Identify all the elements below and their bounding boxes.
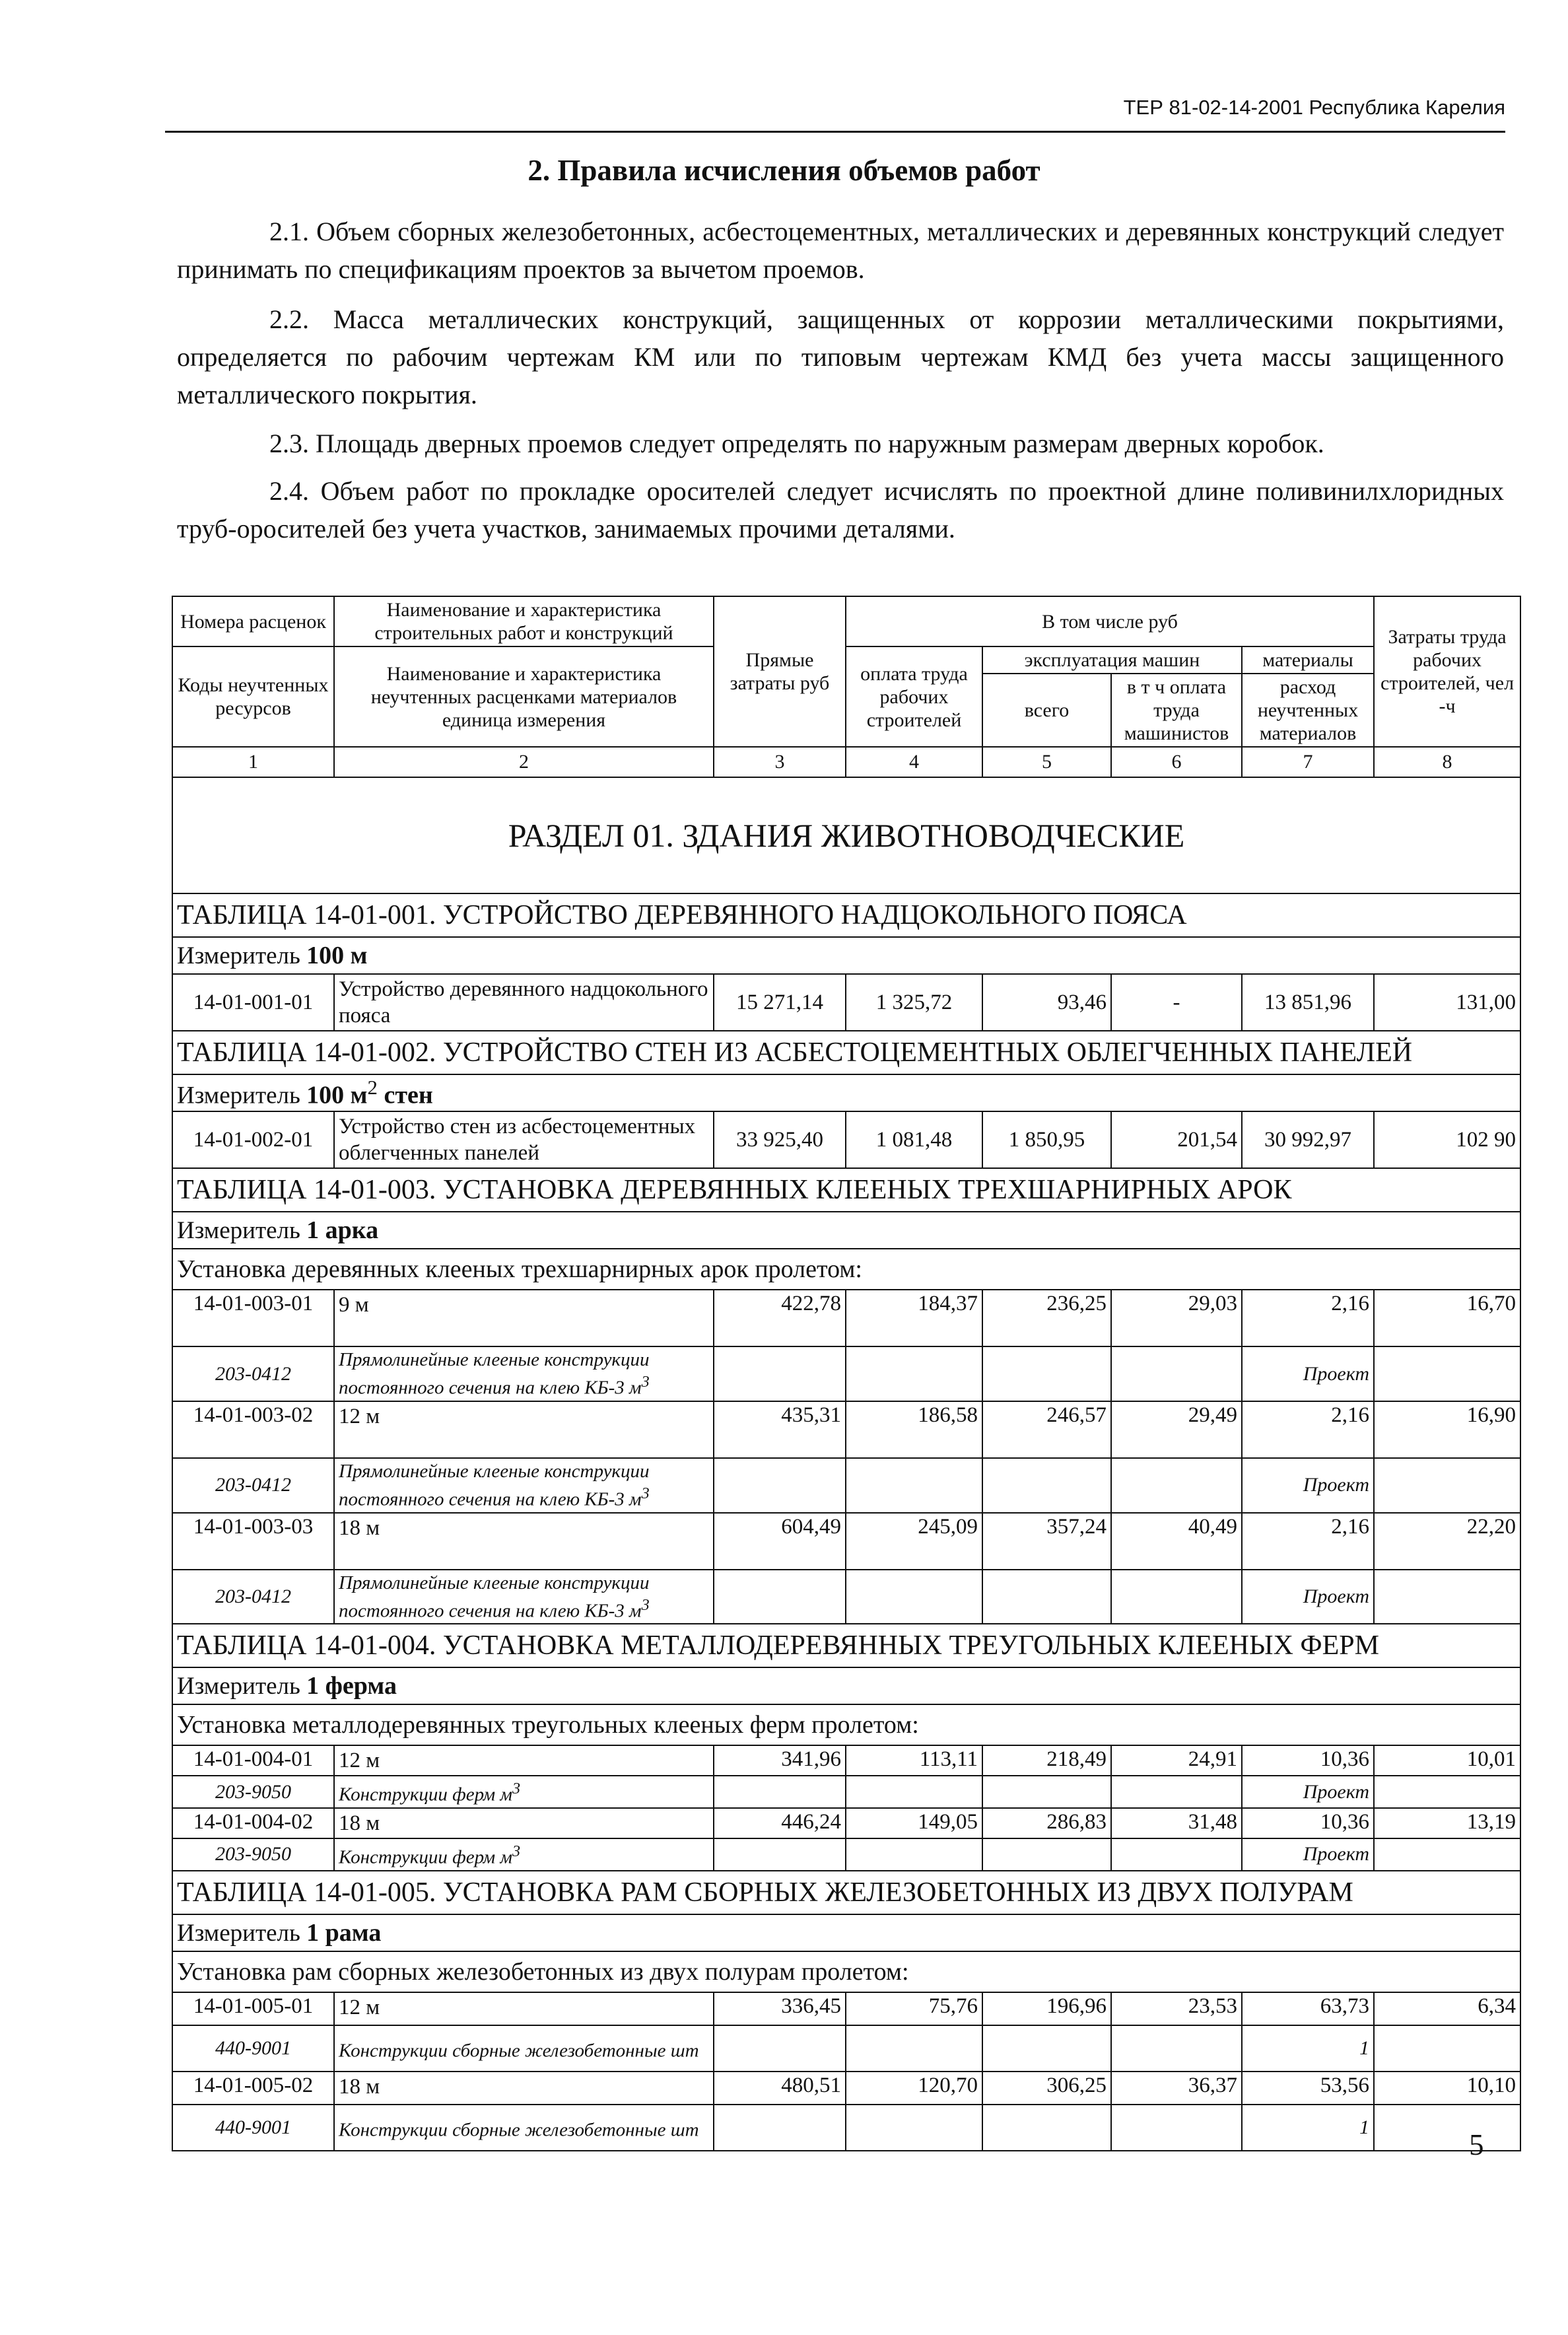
col-number: 8 [1374, 747, 1520, 777]
col-number: 1 [172, 747, 334, 777]
col-header-mach-total: всего [982, 674, 1111, 747]
resource-quantity: 1 [1242, 2105, 1374, 2151]
rate-code: 14-01-003-03 [172, 1513, 334, 1570]
table-title-row [172, 1624, 1520, 1667]
empty-cell [982, 1776, 1111, 1808]
empty-cell [1111, 1570, 1242, 1624]
table-row [172, 2072, 1520, 2105]
table-title-row [172, 1871, 1520, 1914]
resource-quantity: 1 [1242, 2025, 1374, 2072]
rate-code: 14-01-005-02 [172, 2072, 334, 2105]
resource-name-text: Прямолинейные клееные конструкции постоянного сечения на клею КБ-3 [339, 1572, 650, 1622]
rate-code: 14-01-001-01 [172, 974, 334, 1031]
materials-value: 30 992,97 [1242, 1111, 1374, 1168]
resource-unit: м [500, 1846, 512, 1868]
materials-value: 13 851,96 [1242, 974, 1374, 1031]
col-number: 2 [334, 747, 714, 777]
measure-row [172, 1914, 1520, 1951]
direct-cost: 446,24 [714, 1808, 846, 1838]
mach-wage-value: 23,53 [1111, 1992, 1242, 2025]
table-title-row [172, 1031, 1520, 1074]
empty-cell [1111, 1776, 1242, 1808]
measure-row [172, 937, 1520, 974]
direct-cost: 422,78 [714, 1290, 846, 1346]
resource-unit: шт [670, 2119, 699, 2141]
wages-value: 75,76 [846, 1992, 982, 2025]
col-header-direct: Прямые затраты руб [714, 596, 846, 747]
resource-name-text: Конструкции сборные железобетонные [339, 2040, 666, 2062]
materials-value: 53,56 [1242, 2072, 1374, 2105]
resource-quantity: Проект [1242, 1346, 1374, 1401]
resource-row [172, 1458, 1520, 1513]
empty-cell [714, 2025, 846, 2072]
resource-name-text: Прямолинейные клееные конструкции постоянного сечения на клею КБ-3 [339, 1349, 650, 1399]
mach-wage-value: 201,54 [1111, 1111, 1242, 1168]
subheading-14-01-004: Установка металлодеревянных треугольных клееных ферм пролетом: [172, 1704, 1520, 1745]
rate-code: 14-01-003-02 [172, 1401, 334, 1458]
empty-cell [1374, 1570, 1520, 1624]
mach-wage-value: 24,91 [1111, 1745, 1242, 1776]
wages-value: 245,09 [846, 1513, 982, 1570]
table-title-14-01-005: ТАБЛИЦА 14-01-005. УСТАНОВКА РАМ СБОРНЫХ ЖЕЛЕЗОБЕТОННЫХ ИЗ ДВУХ ПОЛУРАМ [172, 1871, 1520, 1914]
wages-value: 1 081,48 [846, 1111, 982, 1168]
machines-value: 286,83 [982, 1808, 1111, 1838]
resource-unit: м [629, 1377, 642, 1399]
work-name: 18 м [334, 1808, 714, 1838]
rows-14-01-004 [172, 1745, 1520, 1870]
direct-cost: 480,51 [714, 2072, 846, 2105]
subheading-14-01-003: Установка деревянных клееных трехшарнирных арок пролетом: [172, 1249, 1520, 1290]
resource-unit-power: 3 [512, 1780, 521, 1798]
empty-cell [714, 1570, 846, 1624]
table-row [172, 1745, 1520, 1776]
work-name: 18 м [334, 2072, 714, 2105]
table-row [172, 1808, 1520, 1838]
work-name: 9 м [334, 1290, 714, 1346]
col-number: 3 [714, 747, 846, 777]
resource-name-text: Конструкции сборные железобетонные [339, 2119, 666, 2141]
materials-value: 2,16 [1242, 1401, 1374, 1458]
subheading-14-01-005: Установка рам сборных железобетонных из двух полурам пролетом: [172, 1951, 1520, 1992]
measure-row [172, 1074, 1520, 1111]
resource-unit-power: 3 [512, 1842, 521, 1860]
empty-cell [846, 1570, 982, 1624]
empty-cell [1374, 2025, 1520, 2072]
col-header-mat-unacc: расход неучтенных материалов [1242, 674, 1374, 747]
machines-value: 236,25 [982, 1290, 1111, 1346]
razdel-title: РАЗДЕЛ 01. ЗДАНИЯ ЖИВОТНОВОДЧЕСКИЕ [172, 777, 1520, 893]
resource-unit: м [629, 1600, 642, 1622]
doc-reference: ТЕР 81-02-14-2001 Республика Карелия [1123, 96, 1505, 119]
work-name: 12 м [334, 1992, 714, 2025]
labor-value: 13,19 [1374, 1808, 1520, 1838]
column-number-row [172, 747, 1520, 777]
page-number: 5 [1469, 2128, 1484, 2161]
labor-value: 6,34 [1374, 1992, 1520, 2025]
measure-row [172, 1667, 1520, 1704]
table-row [172, 974, 1520, 1031]
resource-unit-power: 3 [641, 1484, 650, 1502]
col-number: 6 [1111, 747, 1242, 777]
razdel-row [172, 777, 1520, 893]
materials-value: 2,16 [1242, 1513, 1374, 1570]
empty-cell [982, 2105, 1111, 2151]
machines-value: 218,49 [982, 1745, 1111, 1776]
measure-14-01-001: Измеритель 100 м [172, 937, 1520, 974]
empty-cell [1111, 1458, 1242, 1513]
mach-wage-value: - [1111, 974, 1242, 1031]
empty-cell [982, 1458, 1111, 1513]
resource-row [172, 1570, 1520, 1624]
header-row-1 [172, 596, 1520, 646]
cost-table [172, 596, 1521, 2151]
table-row [172, 1111, 1520, 1168]
measure-row [172, 1212, 1520, 1249]
resource-quantity: Проект [1242, 1776, 1374, 1808]
empty-cell [1111, 1346, 1242, 1401]
col-header-codes: Коды неучтенных ресурсов [172, 646, 334, 747]
direct-cost: 15 271,14 [714, 974, 846, 1031]
labor-value: 10,10 [1374, 2072, 1520, 2105]
materials-value: 2,16 [1242, 1290, 1374, 1346]
machines-value: 196,96 [982, 1992, 1111, 2025]
table-title-14-01-001: ТАБЛИЦА 14-01-001. УСТРОЙСТВО ДЕРЕВЯННОГО НАДЦОКОЛЬНОГО ПОЯСА [172, 893, 1520, 937]
empty-cell [846, 2105, 982, 2151]
running-header [165, 92, 1505, 133]
mach-wage-value: 36,37 [1111, 2072, 1242, 2105]
table-title-14-01-002: ТАБЛИЦА 14-01-002. УСТРОЙСТВО СТЕН ИЗ АСБЕСТОЦЕМЕНТНЫХ ОБЛЕГЧЕННЫХ ПАНЕЛЕЙ [172, 1031, 1520, 1074]
measure-14-01-003: Измеритель 1 арка [172, 1212, 1520, 1249]
materials-value: 63,73 [1242, 1992, 1374, 2025]
subheading-row [172, 1951, 1520, 1992]
resource-name [334, 1838, 714, 1871]
labor-value: 16,70 [1374, 1290, 1520, 1346]
resource-unit: м [629, 1488, 642, 1510]
rows-14-01-003 [172, 1290, 1520, 1624]
resource-unit-power: 3 [641, 1595, 650, 1614]
mach-wage-value: 40,49 [1111, 1513, 1242, 1570]
resource-name [334, 1458, 714, 1513]
empty-cell [846, 2025, 982, 2072]
table-title-14-01-004: ТАБЛИЦА 14-01-004. УСТАНОВКА МЕТАЛЛОДЕРЕВЯННЫХ ТРЕУГОЛЬНЫХ КЛЕЕНЫХ ФЕРМ [172, 1624, 1520, 1667]
empty-cell [846, 1838, 982, 1871]
table-row [172, 1992, 1520, 2025]
empty-cell [1374, 1346, 1520, 1401]
rate-code: 14-01-005-01 [172, 1992, 334, 2025]
labor-value: 131,00 [1374, 974, 1520, 1031]
resource-row [172, 2105, 1520, 2151]
empty-cell [846, 1776, 982, 1808]
mach-wage-value: 29,03 [1111, 1290, 1242, 1346]
materials-value: 10,36 [1242, 1745, 1374, 1776]
empty-cell [1374, 1776, 1520, 1808]
resource-name-text: Конструкции ферм [339, 1846, 496, 1868]
col-number: 4 [846, 747, 982, 777]
paragraph-2-1: 2.1. Объем сборных железобетонных, асбестоцементных, металлических и деревянных конструкций следует принимать по спецификациям проектов за вычетом проемов. [177, 217, 1504, 284]
labor-value: 102 90 [1374, 1111, 1520, 1168]
labor-value: 22,20 [1374, 1513, 1520, 1570]
resource-code: 440-9001 [172, 2025, 334, 2072]
measure-14-01-002: Измеритель 100 $м^2$ стен [172, 1074, 1520, 1111]
rows-14-01-005 [172, 1992, 1520, 2151]
col-header-name-res: Наименование и характеристика неучтенных расценками материалов единица измерения [334, 646, 714, 747]
machines-value: 93,46 [982, 974, 1111, 1031]
resource-row [172, 1776, 1520, 1808]
machines-value: 1 850,95 [982, 1111, 1111, 1168]
col-header-name-work: Наименование и характеристика строительных работ и конструкций [334, 596, 714, 646]
direct-cost: 341,96 [714, 1745, 846, 1776]
resource-code: 203-0412 [172, 1458, 334, 1513]
col-header-including: В том числе руб [846, 596, 1374, 646]
col-header-materials: материалы [1242, 646, 1374, 674]
rate-code: 14-01-004-02 [172, 1808, 334, 1838]
empty-cell [1111, 1838, 1242, 1871]
resource-quantity: Проект [1242, 1458, 1374, 1513]
paragraph-2-4: 2.4. Объем работ по прокладке оросителей следует исчислять по проектной длине поливинилхлоридных труб-оросителей без учета участков, занимаемых прочими деталями. [177, 476, 1504, 543]
resource-code: 203-9050 [172, 1838, 334, 1871]
col-number: 7 [1242, 747, 1374, 777]
wages-value: 184,37 [846, 1290, 982, 1346]
empty-cell [714, 1838, 846, 1871]
empty-cell [1374, 2105, 1520, 2151]
empty-cell [982, 2025, 1111, 2072]
empty-cell [1374, 1458, 1520, 1513]
wages-value: 120,70 [846, 2072, 982, 2105]
work-name: 18 м [334, 1513, 714, 1570]
labor-value: 10,01 [1374, 1745, 1520, 1776]
machines-value: 246,57 [982, 1401, 1111, 1458]
col-header-labor: Затраты труда рабочих строителей, чел -ч [1374, 596, 1520, 747]
resource-name [334, 1346, 714, 1401]
measure-14-01-005: Измеритель 1 рама [172, 1914, 1520, 1951]
resource-unit-power: 3 [641, 1373, 650, 1391]
wages-value: 113,11 [846, 1745, 982, 1776]
labor-value: 16,90 [1374, 1401, 1520, 1458]
resource-unit: шт [670, 2040, 699, 2062]
table-row [172, 1401, 1520, 1458]
empty-cell [1111, 2105, 1242, 2151]
resource-quantity: Проект [1242, 1838, 1374, 1871]
empty-cell [714, 1776, 846, 1808]
empty-cell [982, 1570, 1111, 1624]
paragraph-2-3: 2.3. Площадь дверных проемов следует определять по наружным размерам дверных коробок. [269, 429, 1324, 458]
col-header-wages: оплата труда рабочих строителей [846, 646, 982, 747]
resource-name [334, 1776, 714, 1808]
empty-cell [846, 1346, 982, 1401]
resource-name-text: Прямолинейные клееные конструкции постоянного сечения на клею КБ-3 [339, 1460, 650, 1510]
machines-value: 357,24 [982, 1513, 1111, 1570]
resource-code: 203-0412 [172, 1570, 334, 1624]
mach-wage-value: 29,49 [1111, 1401, 1242, 1458]
work-name: Устройство деревянного надцокольного пояса [334, 974, 714, 1031]
table-title-row [172, 893, 1520, 937]
subheading-row [172, 1704, 1520, 1745]
work-name: 12 м [334, 1745, 714, 1776]
direct-cost: 336,45 [714, 1992, 846, 2025]
machines-value: 306,25 [982, 2072, 1111, 2105]
table-title-row [172, 1168, 1520, 1212]
rate-code: 14-01-004-01 [172, 1745, 334, 1776]
rate-code: 14-01-002-01 [172, 1111, 334, 1168]
resource-quantity: Проект [1242, 1570, 1374, 1624]
resource-row [172, 1346, 1520, 1401]
mach-wage-value: 31,48 [1111, 1808, 1242, 1838]
empty-cell [714, 1346, 846, 1401]
section-title: 2. Правила исчисления объемов работ [528, 154, 1040, 187]
resource-name [334, 1570, 714, 1624]
empty-cell [982, 1838, 1111, 1871]
resource-unit: м [500, 1784, 512, 1805]
empty-cell [1374, 1838, 1520, 1871]
direct-cost: 33 925,40 [714, 1111, 846, 1168]
empty-cell [846, 1458, 982, 1513]
work-name: 12 м [334, 1401, 714, 1458]
measure-14-01-004: Измеритель 1 ферма [172, 1667, 1520, 1704]
empty-cell [982, 1346, 1111, 1401]
resource-row [172, 1838, 1520, 1871]
resource-name [334, 2105, 714, 2151]
col-number: 5 [982, 747, 1111, 777]
wages-value: 149,05 [846, 1808, 982, 1838]
paragraph-2-2: 2.2. Масса металлических конструкций, защищенных от коррозии металлическими покрытиями, определяется по рабочим чертежам КМ или по типовым чертежам КМД без учета массы защищенного металлического покрытия. [177, 304, 1504, 409]
materials-value: 10,36 [1242, 1808, 1374, 1838]
table-row [172, 1290, 1520, 1346]
col-header-mach-wage: в т ч оплата труда машинистов [1111, 674, 1242, 747]
resource-name [334, 2025, 714, 2072]
wages-value: 186,58 [846, 1401, 982, 1458]
direct-cost: 604,49 [714, 1513, 846, 1570]
resource-name-text: Конструкции ферм [339, 1784, 496, 1805]
col-header-machines: эксплуатация машин [982, 646, 1242, 674]
resource-code: 440-9001 [172, 2105, 334, 2151]
resource-code: 203-0412 [172, 1346, 334, 1401]
work-name: Устройство стен из асбестоцементных облегченных панелей [334, 1111, 714, 1168]
rate-code: 14-01-003-01 [172, 1290, 334, 1346]
resource-code: 203-9050 [172, 1776, 334, 1808]
empty-cell [714, 2105, 846, 2151]
col-header-num-rates: Номера расценок [172, 596, 334, 646]
wages-value: 1 325,72 [846, 974, 982, 1031]
empty-cell [714, 1458, 846, 1513]
empty-cell [1111, 2025, 1242, 2072]
subheading-row [172, 1249, 1520, 1290]
table-title-14-01-003: ТАБЛИЦА 14-01-003. УСТАНОВКА ДЕРЕВЯННЫХ КЛЕЕНЫХ ТРЕХШАРНИРНЫХ АРОК [172, 1168, 1520, 1212]
header-row-2 [172, 646, 1520, 674]
resource-row [172, 2025, 1520, 2072]
table-row [172, 1513, 1520, 1570]
direct-cost: 435,31 [714, 1401, 846, 1458]
